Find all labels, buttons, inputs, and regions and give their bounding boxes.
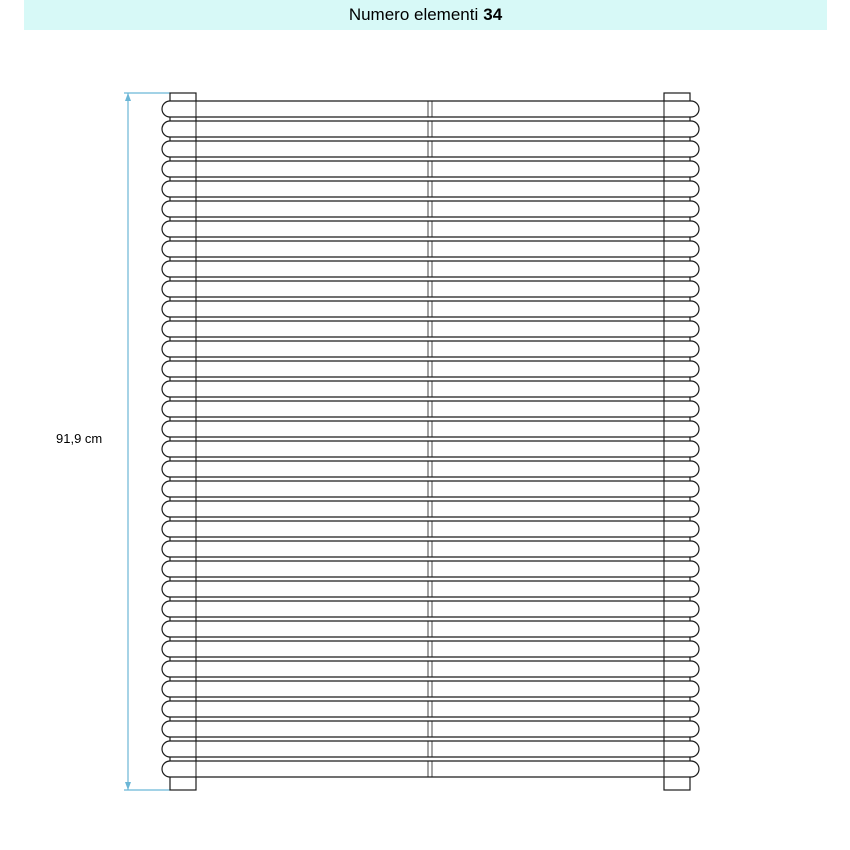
radiator-element — [162, 541, 699, 557]
radiator-element — [162, 321, 699, 337]
radiator-element — [162, 181, 699, 197]
radiator-element — [162, 261, 699, 277]
radiator-element — [162, 241, 699, 257]
element-count: 34 — [483, 5, 503, 24]
dimension-arrow-top — [125, 93, 131, 101]
dimension-arrow-bottom — [125, 782, 131, 790]
radiator-element — [162, 521, 699, 537]
radiator-element — [162, 581, 699, 597]
radiator-element — [162, 421, 699, 437]
radiator-element — [162, 361, 699, 377]
header-label: Numero elementi — [348, 5, 479, 24]
radiator-element — [162, 281, 699, 297]
radiator-element — [162, 681, 699, 697]
radiator-element — [162, 201, 699, 217]
radiator-element — [162, 221, 699, 237]
radiator — [162, 93, 699, 790]
radiator-element — [162, 461, 699, 477]
height-label: 91,9 cm — [56, 431, 103, 446]
radiator-element — [162, 401, 699, 417]
radiator-element — [162, 561, 699, 577]
radiator-element — [162, 601, 699, 617]
radiator-element — [162, 741, 699, 757]
radiator-element — [162, 301, 699, 317]
radiator-element — [162, 381, 699, 397]
radiator-element — [162, 121, 699, 137]
radiator-element — [162, 661, 699, 677]
radiator-element — [162, 501, 699, 517]
radiator-element — [162, 441, 699, 457]
radiator-element — [162, 161, 699, 177]
radiator-element — [162, 481, 699, 497]
radiator-element — [162, 721, 699, 737]
radiator-element — [162, 101, 699, 117]
radiator-element — [162, 641, 699, 657]
radiator-element — [162, 141, 699, 157]
radiator-element — [162, 621, 699, 637]
radiator-element — [162, 341, 699, 357]
radiator-element — [162, 701, 699, 717]
radiator-element — [162, 761, 699, 777]
